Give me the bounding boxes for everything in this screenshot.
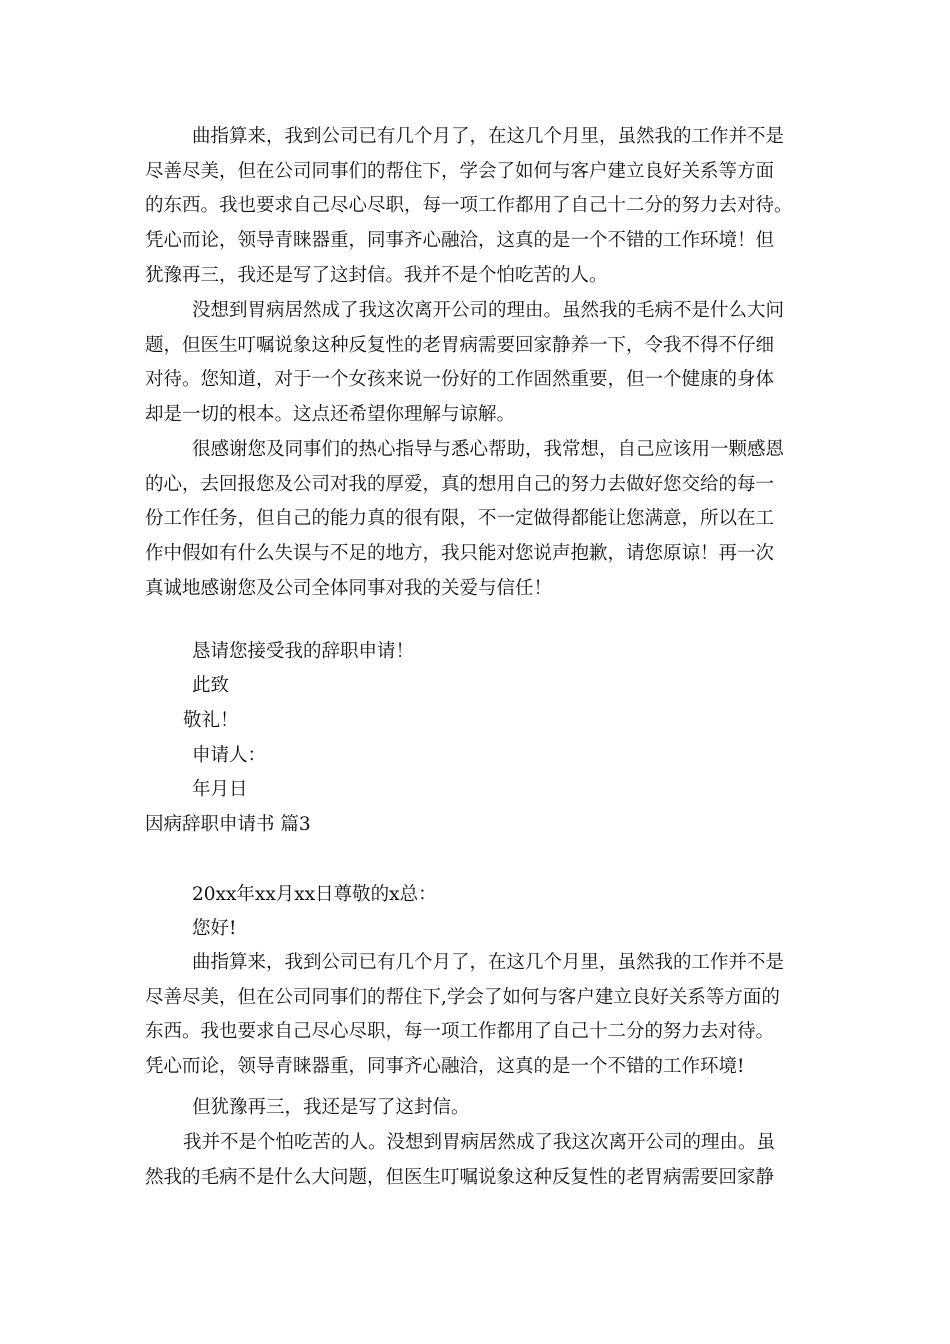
paragraph-work-experience-2	[145, 946, 805, 1085]
jingli-text: 敬礼！	[183, 710, 239, 731]
closing-request	[145, 635, 805, 670]
greeting	[145, 912, 805, 947]
text-line: 没想到胃病居然成了我这次离开公司的理由。虽然我的毛病不是什么大问	[192, 300, 785, 321]
date-salutation	[145, 878, 805, 913]
text-line: 的心，去回报您及公司对我的厚爱，真的想用自己的努力去做好您交给的每一	[145, 473, 775, 495]
section-title-text: 因病辞职申请书 篇3	[145, 814, 311, 835]
text-line: 作中假如有什么失误与不足的地方，我只能对您说声抱歉，请您原谅！再一次	[145, 543, 775, 565]
date-line	[145, 773, 805, 808]
cizhi-text: 此致	[192, 675, 230, 696]
text-line: 真诚地感谢您及公司全体同事对我的关爱与信任！	[145, 577, 553, 599]
request-text: 恳请您接受我的辞职申请！	[192, 641, 415, 662]
text-line: 凭心而论，领导青睐器重，同事齐心融洽，这真的是一个不错的工作环境！但	[145, 230, 775, 252]
text-line: 但犹豫再三，我还是写了这封信。	[192, 1097, 470, 1118]
text-line: 犹豫再三，我还是写了这封信。我并不是个怕吃苦的人。	[145, 264, 608, 286]
date-salutation-text: 20xx年xx月xx日尊敬的x总：	[192, 884, 437, 905]
text-line: 凭心而论，领导青睐器重，同事齐心融洽，这真的是一个不错的工作环境!	[145, 1056, 745, 1078]
text-line: 曲指算来，我到公司已有几个月了，在这几个月里，虽然我的工作并不是	[192, 126, 785, 147]
closing-jingli	[145, 704, 805, 739]
text-line: 尽善尽美，但在公司同事们的帮住下,学会了如何与客户建立良好关系等方面的	[145, 986, 780, 1008]
paragraph-gratitude	[145, 433, 805, 606]
applicant-text: 申请人：	[192, 745, 267, 766]
paragraph-illness-reason-2	[145, 1126, 805, 1195]
greeting-text: 您好!	[192, 918, 237, 939]
closing-cizhi	[145, 669, 805, 704]
text-line: 的东西。我也要求自己尽心尽职，每一项工作都用了自己十二分的努力去对待。	[145, 195, 793, 217]
text-line: 题，但医生叮嘱说象这种反复性的老胃病需要回家静养一下，令我不得不仔细	[145, 334, 775, 356]
text-line: 东西。我也要求自己尽心尽职，每一项工作都用了自己十二分的努力去对待。	[145, 1021, 775, 1043]
paragraph-work-experience	[145, 120, 805, 293]
section-title	[145, 808, 805, 843]
paragraph-hesitation	[145, 1091, 805, 1126]
applicant-line	[145, 739, 805, 774]
text-line: 曲指算来，我到公司已有几个月了，在这几个月里，虽然我的工作并不是	[192, 952, 785, 973]
text-line: 尽善尽美，但在公司同事们的帮住下，学会了如何与客户建立良好关系等方面	[145, 160, 775, 182]
text-line: 对待。您知道，对于一个女孩来说一份好的工作固然重要，但一个健康的身体	[145, 369, 775, 391]
text-line: 却是一切的根本。这点还希望你理解与谅解。	[145, 404, 516, 426]
text-line: 份工作任务，但自己的能力真的很有限，不一定做得都能让您满意，所以在工	[145, 508, 775, 530]
paragraph-illness-reason	[145, 294, 805, 433]
text-line: 很感谢您及同事们的热心指导与悉心帮助，我常想，自己应该用一颗感恩	[192, 439, 785, 460]
date-text: 年月日	[192, 779, 248, 800]
text-line: 然我的毛病不是什么大问题，但医生叮嘱说象这种反复性的老胃病需要回家静	[145, 1166, 775, 1188]
text-line: 我并不是个怕吃苦的人。没想到胃病居然成了我这次离开公司的理由。虽	[183, 1132, 776, 1153]
